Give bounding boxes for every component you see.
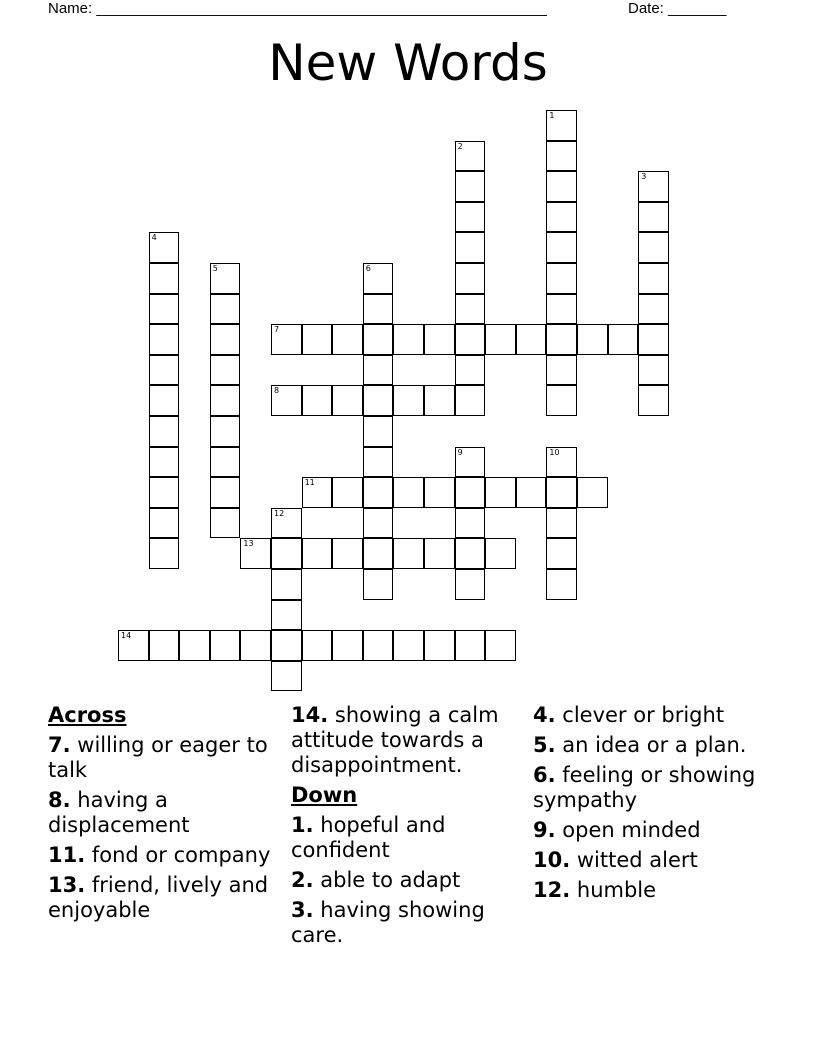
crossword-cell[interactable]: [516, 477, 547, 508]
crossword-cell[interactable]: [638, 385, 669, 416]
clue-text: witted alert: [570, 848, 698, 872]
crossword-cell[interactable]: [149, 508, 180, 539]
clue-down-1: [291, 813, 523, 863]
cell-number: 2: [457, 141, 463, 151]
crossword-cell[interactable]: [485, 630, 516, 661]
across-heading: Across: [48, 703, 127, 727]
crossword-cell[interactable]: [638, 324, 669, 355]
crossword-cell[interactable]: [455, 569, 486, 600]
crossword-cell[interactable]: [424, 385, 455, 416]
crossword-cell[interactable]: [210, 508, 241, 539]
clue-text: having a displacement: [48, 788, 190, 837]
crossword-cell[interactable]: [393, 324, 424, 355]
crossword-cell[interactable]: [363, 447, 394, 478]
crossword-cell[interactable]: [210, 355, 241, 386]
crossword-cell[interactable]: [546, 355, 577, 386]
clue-down-3: [291, 898, 523, 948]
crossword-cell[interactable]: [546, 447, 577, 478]
crossword-cell[interactable]: [271, 569, 302, 600]
crossword-cell[interactable]: [546, 508, 577, 539]
crossword-cell[interactable]: [302, 630, 333, 661]
crossword-cell[interactable]: [455, 355, 486, 386]
cell-number: 3: [641, 172, 647, 182]
clue-number: 12.: [533, 878, 571, 902]
clue-down-10: [533, 848, 773, 873]
crossword-cell[interactable]: [638, 294, 669, 325]
cell-number: 6: [365, 264, 371, 273]
crossword-cell[interactable]: [638, 171, 669, 202]
crossword-cell[interactable]: [546, 263, 577, 294]
clue-number: 7.: [48, 733, 71, 757]
clue-down-4: [533, 703, 773, 728]
clue-number: 2.: [291, 868, 314, 892]
cell-number: 11: [304, 478, 315, 488]
clue-column-1: [48, 703, 278, 928]
cell-number: 5: [212, 264, 218, 273]
crossword-cell[interactable]: [485, 538, 516, 569]
crossword-cell[interactable]: [546, 324, 577, 355]
crossword-cell[interactable]: [149, 630, 180, 661]
crossword-cell[interactable]: [577, 324, 608, 355]
crossword-cell[interactable]: [516, 324, 547, 355]
crossword-cell[interactable]: [118, 630, 149, 661]
crossword-cell[interactable]: [424, 324, 455, 355]
clue-down-2: [291, 868, 523, 893]
crossword-cell[interactable]: [210, 294, 241, 325]
cell-number: 13: [243, 539, 254, 549]
crossword-cell[interactable]: [271, 661, 302, 692]
crossword-cell[interactable]: [210, 385, 241, 416]
crossword-cell[interactable]: [271, 385, 302, 416]
crossword-cell[interactable]: [393, 477, 424, 508]
crossword-cell[interactable]: [363, 538, 394, 569]
crossword-cell[interactable]: [332, 538, 363, 569]
crossword-cell[interactable]: [210, 630, 241, 661]
crossword-cell[interactable]: [302, 477, 333, 508]
crossword-cell[interactable]: [210, 447, 241, 478]
crossword-cell[interactable]: [271, 508, 302, 539]
date-field-label: Date: _______: [628, 0, 727, 17]
cell-number: 7: [274, 325, 280, 335]
clue-across-13: [48, 873, 278, 923]
crossword-cell[interactable]: [546, 294, 577, 325]
crossword-cell[interactable]: [149, 477, 180, 508]
crossword-cell[interactable]: [210, 416, 241, 447]
crossword-cell[interactable]: [302, 385, 333, 416]
crossword-cell[interactable]: [363, 416, 394, 447]
crossword-cell[interactable]: [393, 385, 424, 416]
cell-number: 10: [549, 447, 560, 457]
crossword-cell[interactable]: [271, 630, 302, 661]
crossword-cell[interactable]: [149, 232, 180, 263]
clue-text: fond or company: [85, 843, 271, 867]
crossword-cell[interactable]: [424, 538, 455, 569]
clue-number: 6.: [533, 763, 556, 787]
crossword-cell[interactable]: [455, 171, 486, 202]
clue-text: hopeful and confident: [291, 813, 446, 862]
crossword-cell[interactable]: [149, 385, 180, 416]
cell-number: 9: [457, 447, 463, 457]
crossword-cell[interactable]: [455, 202, 486, 233]
crossword-cell[interactable]: [332, 630, 363, 661]
cell-number: 12: [274, 508, 285, 518]
crossword-cell[interactable]: [393, 630, 424, 661]
page-title: New Words: [268, 34, 548, 92]
crossword-cell[interactable]: [363, 630, 394, 661]
clue-column-3: [533, 703, 773, 908]
clue-text: showing a calm attitude towards a disappointment.: [291, 703, 499, 777]
clue-across-14: [291, 703, 523, 778]
crossword-cell[interactable]: [546, 385, 577, 416]
clue-down-6: [533, 763, 773, 813]
crossword-cell[interactable]: [455, 141, 486, 172]
clue-across-8: [48, 788, 278, 838]
name-field-label: Name: ______________________________________________________: [48, 0, 547, 17]
crossword-cell[interactable]: [363, 355, 394, 386]
down-heading: Down: [291, 783, 358, 807]
crossword-cell[interactable]: [179, 630, 210, 661]
crossword-cell[interactable]: [455, 447, 486, 478]
clue-number: 13.: [48, 873, 86, 897]
crossword-cell[interactable]: [455, 294, 486, 325]
clue-number: 9.: [533, 818, 556, 842]
crossword-cell[interactable]: [149, 355, 180, 386]
cell-number: 1: [549, 111, 555, 120]
crossword-cell[interactable]: [546, 538, 577, 569]
crossword-cell[interactable]: [455, 538, 486, 569]
crossword-cell[interactable]: [332, 324, 363, 355]
crossword-cell[interactable]: [240, 630, 271, 661]
clue-text: clever or bright: [555, 703, 725, 727]
crossword-cell[interactable]: [485, 477, 516, 508]
crossword-cell[interactable]: [608, 324, 639, 355]
crossword-cell[interactable]: [546, 171, 577, 202]
clue-text: friend, lively and enjoyable: [48, 873, 269, 922]
crossword-cell[interactable]: [363, 324, 394, 355]
clue-number: 10.: [533, 848, 571, 872]
crossword-cell[interactable]: [302, 538, 333, 569]
crossword-cell[interactable]: [149, 447, 180, 478]
clue-text: willing or eager to talk: [48, 733, 268, 782]
clue-text: humble: [570, 878, 657, 902]
clue-number: 8.: [48, 788, 71, 812]
clue-text: having showing care.: [291, 898, 485, 947]
crossword-cell[interactable]: [455, 508, 486, 539]
clue-across-11: [48, 843, 278, 868]
cell-number: 4: [151, 233, 157, 243]
crossword-cell[interactable]: [577, 477, 608, 508]
crossword-cell[interactable]: [363, 294, 394, 325]
crossword-cell[interactable]: [149, 538, 180, 569]
crossword-cell[interactable]: [149, 416, 180, 447]
clue-down-9: [533, 818, 773, 843]
crossword-cell[interactable]: [149, 263, 180, 294]
crossword-cell[interactable]: [210, 324, 241, 355]
crossword-cell[interactable]: [210, 263, 241, 294]
clue-number: 14.: [291, 703, 329, 727]
cell-number: 8: [274, 386, 280, 396]
crossword-cell[interactable]: [546, 569, 577, 600]
crossword-cell[interactable]: [546, 202, 577, 233]
clue-text: feeling or showing sympathy: [533, 763, 756, 812]
crossword-cell[interactable]: [546, 232, 577, 263]
crossword-cell[interactable]: [271, 324, 302, 355]
clue-down-12: [533, 878, 773, 903]
crossword-cell[interactable]: [302, 324, 333, 355]
crossword-cell[interactable]: [271, 538, 302, 569]
clue-text: able to adapt: [313, 868, 461, 892]
crossword-cell[interactable]: [455, 630, 486, 661]
crossword-cell[interactable]: [455, 232, 486, 263]
crossword-cell[interactable]: [638, 232, 669, 263]
crossword-cell[interactable]: [485, 324, 516, 355]
crossword-cell[interactable]: [363, 569, 394, 600]
crossword-cell[interactable]: [240, 538, 271, 569]
crossword-cell[interactable]: [393, 538, 424, 569]
clue-number: 4.: [533, 703, 556, 727]
crossword-cell[interactable]: [455, 263, 486, 294]
crossword-cell[interactable]: [210, 477, 241, 508]
clue-number: 5.: [533, 733, 556, 757]
crossword-cell[interactable]: [149, 294, 180, 325]
crossword-cell[interactable]: [271, 600, 302, 631]
crossword-cell[interactable]: [363, 385, 394, 416]
clue-number: 3.: [291, 898, 314, 922]
clue-text: open minded: [555, 818, 701, 842]
crossword-cell[interactable]: [455, 324, 486, 355]
crossword-cell[interactable]: [149, 324, 180, 355]
crossword-cell[interactable]: [638, 355, 669, 386]
cell-number: 14: [121, 631, 132, 641]
clue-text: an idea or a plan.: [555, 733, 747, 757]
crossword-cell[interactable]: [455, 385, 486, 416]
crossword-cell[interactable]: [424, 630, 455, 661]
clue-across-7: [48, 733, 278, 783]
crossword-cell[interactable]: [546, 477, 577, 508]
clue-down-5: [533, 733, 773, 758]
crossword-cell[interactable]: [455, 477, 486, 508]
crossword-cell[interactable]: [546, 110, 577, 141]
crossword-cell[interactable]: [363, 508, 394, 539]
crossword-cell[interactable]: [546, 141, 577, 172]
crossword-cell[interactable]: [332, 385, 363, 416]
crossword-cell[interactable]: [424, 477, 455, 508]
clue-number: 1.: [291, 813, 314, 837]
crossword-cell[interactable]: [332, 477, 363, 508]
crossword-cell[interactable]: [638, 202, 669, 233]
clue-column-2: [291, 703, 523, 953]
crossword-cell[interactable]: [363, 263, 394, 294]
crossword-cell[interactable]: [363, 477, 394, 508]
clue-number: 11.: [48, 843, 86, 867]
crossword-cell[interactable]: [638, 263, 669, 294]
